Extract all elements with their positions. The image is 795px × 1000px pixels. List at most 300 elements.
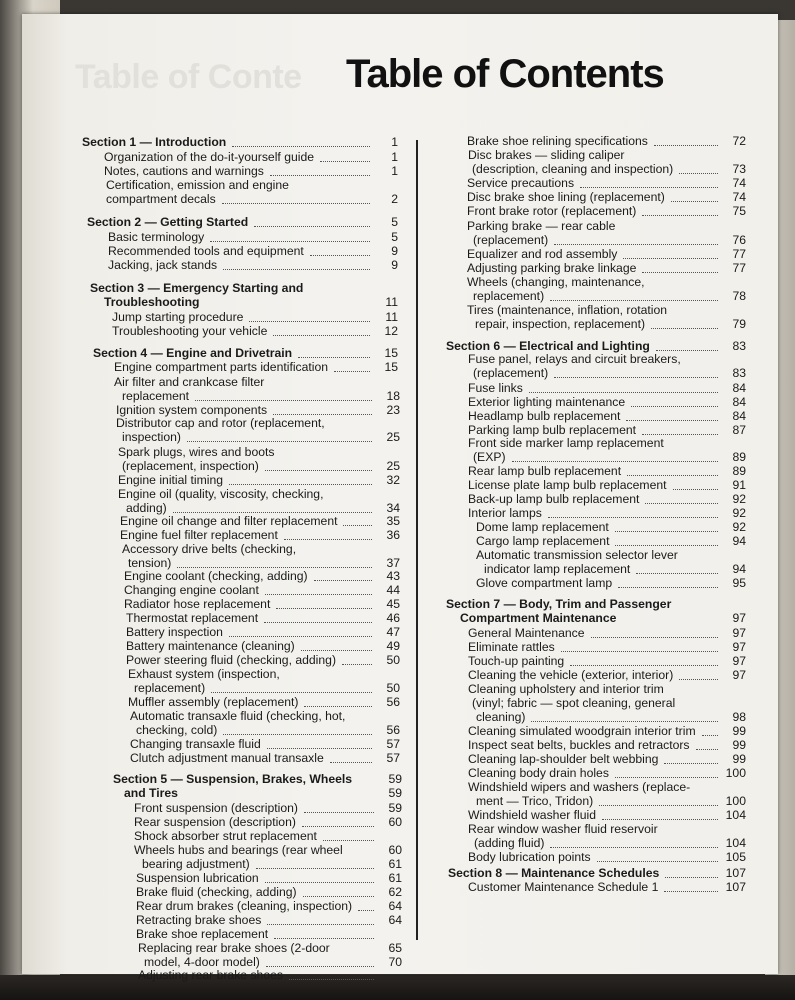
page-number: 45 (386, 597, 400, 611)
toc-entry-s4-e2b (122, 389, 400, 403)
entry-title: Headlamp bulb replacement (468, 409, 621, 423)
entry-title: tension) (128, 556, 172, 570)
toc-entry-s5-e10a: Replacing rear brake shoes (2-door (138, 941, 330, 955)
dot-leader (664, 763, 718, 764)
dot-leader (210, 241, 370, 242)
toc-entry-s6-e13a: Automatic transmission selector lever (476, 548, 678, 562)
entry-title: General Maintenance (468, 626, 585, 640)
entry-title: indicator lamp replacement (484, 562, 631, 576)
page-number: 74 (732, 190, 746, 204)
toc-entry-r-e6a: Parking brake — rear cable (467, 219, 616, 233)
page-number: 97 (732, 668, 746, 682)
toc-entry-s4-e11 (124, 569, 400, 583)
toc-entry-s4-e14 (126, 611, 400, 625)
dot-leader (256, 868, 374, 869)
dot-leader (679, 173, 718, 174)
toc-entry-s2-e2 (108, 244, 398, 258)
toc-entry-s5-e1 (134, 801, 402, 815)
dot-leader (274, 938, 374, 939)
toc-entry-s7-e13 (468, 850, 746, 864)
dot-leader (554, 377, 718, 378)
section-title: Section 6 — Electrical and Lighting (446, 339, 650, 353)
toc-entry-s3-e2 (112, 324, 398, 338)
dot-leader (702, 735, 718, 736)
toc-entry-s7-e1 (468, 626, 746, 640)
toc-entry-s7-e9 (468, 766, 746, 780)
toc-entry-r-e1 (467, 134, 746, 148)
toc-entry-s6-e3 (468, 395, 746, 409)
page-number: 9 (391, 258, 398, 272)
dot-leader (623, 258, 718, 259)
entry-title: Clutch adjustment manual transaxle (130, 751, 324, 765)
entry-title: Cleaning lap-shoulder belt webbing (468, 752, 659, 766)
dot-leader (254, 226, 370, 227)
entry-title: adding) (126, 501, 167, 515)
toc-entry-s4-e18a: Exhaust system (inspection, (128, 667, 280, 681)
page-number: 70 (388, 955, 402, 969)
dot-leader (323, 840, 374, 841)
toc-entry-r-e9a: Wheels (changing, maintenance, (467, 275, 645, 289)
toc-entry-s6-e12 (476, 534, 746, 548)
toc-entry-s6-e4 (468, 409, 746, 423)
column-divider (416, 140, 418, 940)
section-heading-s7a: Section 7 — Body, Trim and Passenger (446, 597, 672, 611)
entry-title: cleaning) (476, 710, 526, 724)
toc-entry-s6-e2 (468, 381, 746, 395)
toc-entry-s6-e1b (473, 366, 746, 380)
entry-title: Shock absorber strut replacement (134, 829, 317, 843)
dot-leader (636, 573, 718, 574)
section-title: Section 4 — Engine and Drivetrain (93, 346, 293, 360)
entry-title: Muffler assembly (replacement) (128, 695, 299, 709)
page-number: 89 (732, 464, 746, 478)
entry-title: Windshield washer fluid (468, 808, 597, 822)
page-number: 15 (384, 346, 398, 360)
page-number: 46 (386, 611, 400, 625)
page-number: 100 (725, 766, 746, 780)
dot-leader (303, 896, 374, 897)
dot-leader (642, 215, 718, 216)
dot-leader (334, 371, 370, 372)
toc-entry-s7-e12a: Rear window washer fluid reservoir (468, 822, 658, 836)
page-number: 32 (386, 473, 400, 487)
dot-leader (597, 861, 718, 862)
page-number: 99 (732, 724, 746, 738)
section-heading-s5b (124, 786, 402, 800)
entry-title: Parking lamp bulb replacement (468, 423, 637, 437)
dot-leader (273, 335, 370, 336)
dot-leader (602, 819, 718, 820)
toc-entry-s5-e4b (142, 857, 402, 871)
entry-title: Touch-up painting (468, 654, 565, 668)
page-number: 62 (388, 885, 402, 899)
dot-leader (211, 692, 372, 693)
entry-title: Notes, cautions and warnings (104, 164, 264, 178)
page-number: 97 (732, 654, 746, 668)
section-heading-s8 (448, 866, 746, 880)
dot-leader (618, 587, 718, 588)
page-number: 23 (386, 403, 400, 417)
toc-entry-r-e10a: Tires (maintenance, inflation, rotation (467, 303, 668, 317)
entry-title: Radiator hose replacement (124, 597, 271, 611)
toc-entry-s4-e3 (116, 403, 400, 417)
dot-leader (314, 580, 372, 581)
dot-leader (671, 201, 718, 202)
dot-leader (265, 470, 372, 471)
entry-title: Rear suspension (description) (134, 815, 296, 829)
entry-title: compartment decals (106, 192, 216, 206)
toc-entry-s6-e7 (468, 464, 746, 478)
toc-entry-s7-e5c (476, 710, 746, 724)
dot-leader (696, 749, 718, 750)
entry-title: Cleaning body drain holes (468, 766, 609, 780)
dot-leader (358, 910, 374, 911)
page-number: 36 (386, 528, 400, 542)
entry-title: bearing adjustment) (142, 857, 250, 871)
page-number: 37 (386, 556, 400, 570)
toc-entry-r-e10b (475, 317, 746, 331)
dot-leader (173, 512, 372, 513)
entry-title: Cargo lamp replacement (476, 534, 610, 548)
page-number: 56 (386, 695, 400, 709)
page-number: 50 (386, 681, 400, 695)
page-number: 107 (725, 866, 746, 880)
page-number: 99 (732, 752, 746, 766)
dot-leader (631, 406, 718, 407)
toc-entry-s5-e8 (136, 913, 402, 927)
toc-entry-s4-e21 (130, 737, 400, 751)
dot-leader (615, 777, 718, 778)
page-number: 98 (732, 710, 746, 724)
toc-entry-s7-e2 (468, 640, 746, 654)
dot-leader (276, 608, 372, 609)
entry-title: Brake shoe relining specifications (467, 134, 648, 148)
entry-title: Engine oil change and filter replacement (120, 514, 338, 528)
page-number: 49 (386, 639, 400, 653)
page-number: 56 (386, 723, 400, 737)
toc-entry-r-e4 (467, 190, 746, 204)
section-heading-s4 (93, 346, 398, 360)
page-number: 105 (725, 850, 746, 864)
dot-leader (642, 272, 718, 273)
dot-leader (342, 664, 372, 665)
toc-entry-s8-e1 (468, 880, 746, 894)
dot-leader (679, 679, 718, 680)
dot-leader (550, 847, 718, 848)
page-number: 9 (391, 244, 398, 258)
page-number: 75 (732, 204, 746, 218)
page-number: 72 (732, 134, 746, 148)
toc-entry-s7-e11 (468, 808, 746, 822)
toc-entry-s6-e6b (473, 450, 746, 464)
section-title: Section 8 — Maintenance Schedules (448, 866, 660, 880)
entry-title: Rear lamp bulb replacement (468, 464, 622, 478)
page-number: 59 (388, 772, 402, 786)
entry-title: Front brake rotor (replacement) (467, 204, 637, 218)
toc-entry-s4-e15 (126, 625, 400, 639)
toc-entry-s4-e10a: Accessory drive belts (checking, (122, 542, 297, 556)
toc-entry-s1-e3b (106, 192, 398, 206)
page-number: 92 (732, 492, 746, 506)
dot-leader (270, 175, 370, 176)
section-heading-s7b (460, 611, 746, 625)
entry-title: Eliminate rattles (468, 640, 555, 654)
entry-title: Cleaning simulated woodgrain interior trim (468, 724, 696, 738)
dot-leader (267, 924, 374, 925)
dot-leader (656, 350, 718, 351)
entry-title: Power steering fluid (checking, adding) (126, 653, 337, 667)
toc-entry-s6-e5 (468, 423, 746, 437)
dot-leader (548, 517, 718, 518)
toc-entry-s4-e12 (124, 583, 400, 597)
toc-entry-s6-e6a: Front side marker lamp replacement (468, 436, 664, 450)
toc-entry-s4-e20b (136, 723, 400, 737)
entry-title: Cleaning the vehicle (exterior, interior) (468, 668, 674, 682)
toc-entry-s1-e2 (104, 164, 398, 178)
dot-leader (651, 328, 718, 329)
entry-title: ment — Trico, Tridon) (476, 794, 594, 808)
dot-leader (645, 503, 718, 504)
page-number: 60 (388, 843, 402, 857)
entry-title: Ignition system components (116, 403, 268, 417)
entry-title: Adjusting parking brake linkage (467, 261, 637, 275)
entry-title: replacement) (134, 681, 206, 695)
page-number: 35 (386, 514, 400, 528)
dot-leader (664, 891, 718, 892)
entry-title: Customer Maintenance Schedule 1 (468, 880, 659, 894)
section-title: Section 5 — Suspension, Brakes, Wheels (113, 772, 353, 786)
toc-entry-s7-e6 (468, 724, 746, 738)
entry-title: repair, inspection, replacement) (475, 317, 646, 331)
toc-entry-s4-e4b (122, 430, 400, 444)
dot-leader (529, 392, 718, 393)
dot-leader (177, 567, 372, 568)
dot-leader (591, 637, 718, 638)
toc-entry-s7-e5a: Cleaning upholstery and interior trim (468, 682, 664, 696)
entry-title: Jump starting procedure (112, 310, 244, 324)
entry-title: License plate lamp bulb replacement (468, 478, 667, 492)
toc-entry-s4-e7b (126, 501, 400, 515)
dot-leader (195, 400, 372, 401)
entry-title: Organization of the do-it-yourself guide (104, 150, 315, 164)
entry-title: Thermostat replacement (126, 611, 259, 625)
page-number: 89 (732, 450, 746, 464)
toc-entry-s4-e19 (128, 695, 400, 709)
page-number: 64 (388, 913, 402, 927)
section-heading-s3b (104, 295, 398, 309)
dot-leader (599, 805, 718, 806)
page-number: 34 (386, 501, 400, 515)
toc-entry-r-e5 (467, 204, 746, 218)
dot-leader (642, 434, 718, 435)
toc-entry-s7-e7 (468, 738, 746, 752)
section-title: Section 1 — Introduction (82, 135, 227, 149)
section-title: and Tires (124, 786, 178, 800)
entry-title: Adjusting rear brake shoes (138, 968, 283, 982)
entry-title: Back-up lamp bulb replacement (468, 492, 640, 506)
page-number: 11 (385, 310, 398, 324)
page-number: 84 (732, 395, 746, 409)
dot-leader (284, 539, 372, 540)
dot-leader (570, 665, 718, 666)
toc-entry-s4-e4a: Distributor cap and rotor (replacement, (116, 416, 325, 430)
toc-entry-s5-e11 (138, 968, 402, 982)
toc-entry-s5-e10b (144, 955, 402, 969)
toc-entry-s7-e3 (468, 654, 746, 668)
page-number: 77 (732, 247, 746, 261)
dot-leader (265, 882, 374, 883)
toc-entry-s4-e17 (126, 653, 400, 667)
entry-title: checking, cold) (136, 723, 218, 737)
dot-leader (301, 650, 372, 651)
ghost-title: Table of Conte (75, 58, 302, 96)
toc-entry-r-e6b (473, 233, 746, 247)
page-number: 107 (725, 880, 746, 894)
dot-leader (626, 420, 718, 421)
toc-entry-s2-e3 (108, 258, 398, 272)
dot-leader (673, 489, 718, 490)
entry-title: Glove compartment lamp (476, 576, 613, 590)
toc-entry-s6-e1a: Fuse panel, relays and circuit breakers, (468, 352, 681, 366)
page-number: 25 (386, 459, 400, 473)
dot-leader (229, 484, 372, 485)
page-number: 104 (725, 836, 746, 850)
page-number: 59 (388, 801, 402, 815)
page-number: 97 (732, 611, 746, 625)
toc-entry-s4-e8 (120, 514, 400, 528)
dot-leader (273, 414, 372, 415)
page-number: 100 (725, 794, 746, 808)
page-number: 83 (732, 339, 746, 353)
entry-title: Battery maintenance (cleaning) (126, 639, 295, 653)
toc-entry-s6-e10 (468, 506, 746, 520)
toc-entry-s4-e1 (114, 360, 398, 374)
toc-entry-s7-e5b: (vinyl; fabric — spot cleaning, general (472, 696, 676, 710)
toc-entry-s7-e10a: Windshield wipers and washers (replace- (468, 780, 691, 794)
dot-leader (343, 525, 372, 526)
entry-title: Recommended tools and equipment (108, 244, 304, 258)
toc-entry-s4-e18b (134, 681, 400, 695)
entry-title: Front suspension (description) (134, 801, 298, 815)
dot-leader (298, 357, 370, 358)
dot-leader (580, 187, 718, 188)
dot-leader (665, 877, 718, 878)
page-number: 12 (384, 324, 398, 338)
page-number: 84 (732, 381, 746, 395)
dot-leader (223, 734, 372, 735)
entry-title: (description, cleaning and inspection) (472, 162, 674, 176)
entry-title: Engine initial timing (118, 473, 224, 487)
entry-title: Brake fluid (checking, adding) (136, 885, 297, 899)
toc-entry-r-e7 (467, 247, 746, 261)
entry-title: Engine coolant (checking, adding) (124, 569, 308, 583)
dot-leader (512, 461, 718, 462)
entry-title: Service precautions (467, 176, 575, 190)
entry-title: Brake shoe replacement (136, 927, 269, 941)
page-number: 77 (732, 261, 746, 275)
toc-entry-r-e2b (472, 162, 746, 176)
entry-title: Interior lamps (468, 506, 542, 520)
page-number: 97 (732, 640, 746, 654)
toc-entry-s4-e5b (122, 459, 400, 473)
entry-title: Disc brake shoe lining (replacement) (467, 190, 665, 204)
dot-leader (615, 531, 718, 532)
entry-title: Body lubrication points (468, 850, 591, 864)
page-number: 84 (732, 409, 746, 423)
dot-leader (265, 594, 372, 595)
page-number: 25 (386, 430, 400, 444)
dot-leader (267, 748, 372, 749)
page-number: 18 (386, 389, 400, 403)
dot-leader (289, 979, 374, 980)
page-number: 57 (386, 737, 400, 751)
toc-entry-r-e8 (467, 261, 746, 275)
page-number: 95 (732, 576, 746, 590)
section-heading-s3a: Section 3 — Emergency Starting and (90, 281, 304, 295)
toc-entry-s7-e12b (474, 836, 746, 850)
toc-entry-s4-e5a: Spark plugs, wires and boots (118, 445, 275, 459)
page-number: 2 (391, 192, 398, 206)
toc-entry-s4-e9 (120, 528, 400, 542)
toc-entry-s4-e16 (126, 639, 400, 653)
page-number: 61 (388, 871, 402, 885)
entry-title: Basic terminology (108, 230, 205, 244)
entry-title: Battery inspection (126, 625, 223, 639)
entry-title: (EXP) (473, 450, 506, 464)
dot-leader (310, 255, 370, 256)
toc-entry-s6-e9 (468, 492, 746, 506)
page-number: 91 (732, 478, 746, 492)
page-number: 65 (388, 941, 402, 955)
page-number: 43 (386, 569, 400, 583)
toc-entry-s4-e6 (118, 473, 400, 487)
entry-title: replacement (122, 389, 190, 403)
page-number: 1 (391, 135, 398, 149)
dot-leader (531, 721, 718, 722)
toc-entry-s4-e10b (128, 556, 400, 570)
page-number: 99 (732, 738, 746, 752)
toc-entry-s6-e11 (476, 520, 746, 534)
toc-entry-s4-e13 (124, 597, 400, 611)
section-title: Troubleshooting (104, 295, 200, 309)
section-heading-s5a (113, 772, 402, 786)
dot-leader (229, 636, 372, 637)
entry-title: Inspect seat belts, buckles and retractors (468, 738, 690, 752)
dot-leader (187, 441, 372, 442)
entry-title: (replacement) (473, 366, 549, 380)
entry-title: (adding fluid) (474, 836, 545, 850)
entry-title: Fuse links (468, 381, 523, 395)
entry-title: Troubleshooting your vehicle (112, 324, 268, 338)
dot-leader (627, 475, 718, 476)
dot-leader (304, 812, 374, 813)
toc-entry-s6-e13b (484, 562, 746, 576)
toc-entry-s1-e1 (104, 150, 398, 164)
page-number: 94 (732, 562, 746, 576)
toc-entry-r-e3 (467, 176, 746, 190)
entry-title: (replacement) (473, 233, 549, 247)
dot-leader (654, 145, 718, 146)
page-number: 78 (732, 289, 746, 303)
toc-entry-s3-e1 (112, 310, 398, 324)
page-number: 15 (384, 360, 398, 374)
page-number: 57 (386, 751, 400, 765)
page-number: 79 (732, 317, 746, 331)
toc-entry-s1-e3a: Certification, emission and engine (106, 178, 289, 192)
entry-title: Changing engine coolant (124, 583, 259, 597)
toc-entry-r-e9b (473, 289, 746, 303)
dot-leader (302, 826, 374, 827)
